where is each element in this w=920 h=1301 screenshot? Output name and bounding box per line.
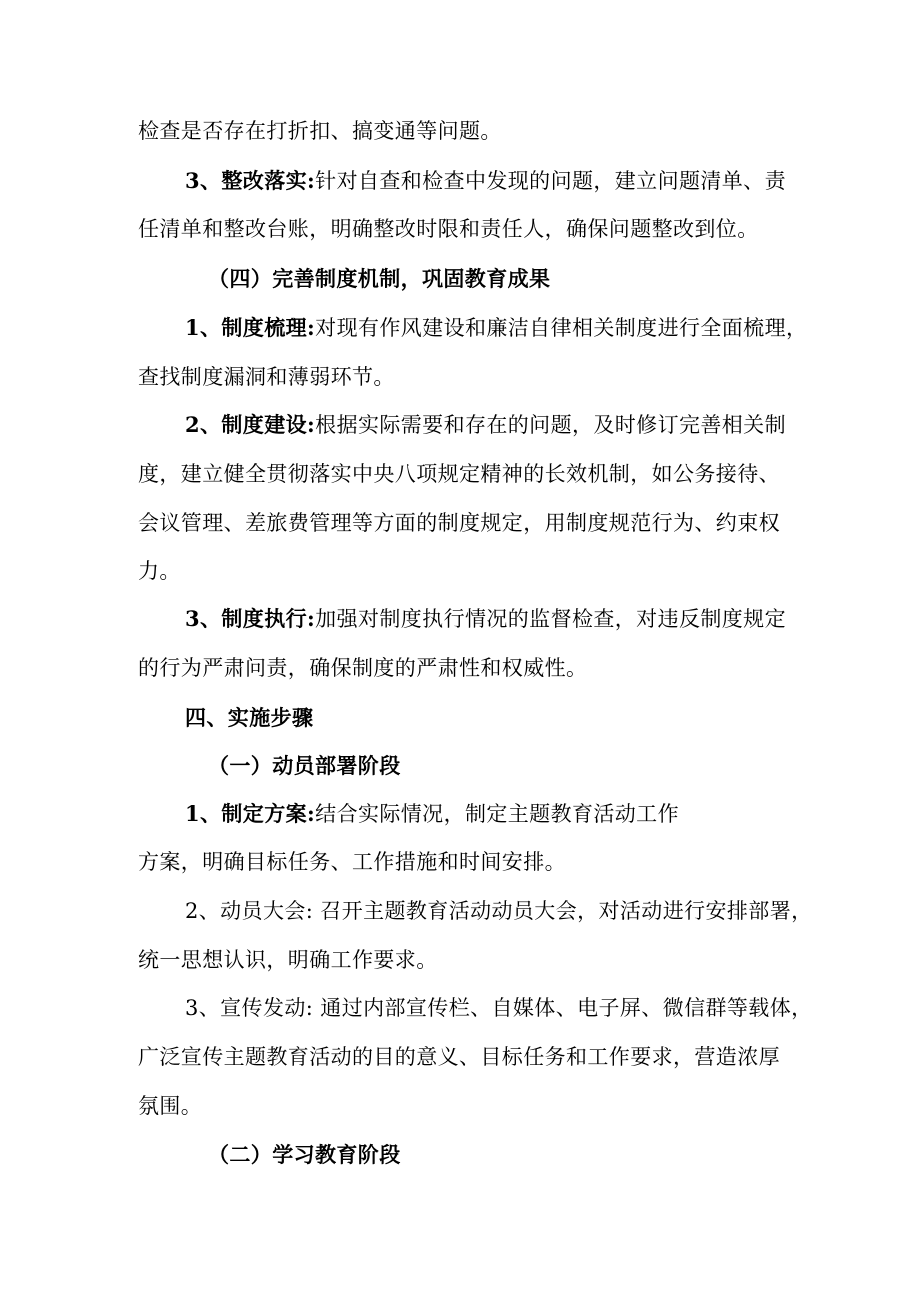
paragraph-line: 力。 bbox=[138, 559, 181, 583]
section-heading: （一）动员部署阶段 bbox=[208, 753, 401, 778]
paragraph-line: 1、制定方案:结合实际情况，制定主题教育活动工作 bbox=[185, 801, 679, 826]
paragraph-line: 2、制度建设:根据实际需要和存在的问题，及时修订完善相关制 bbox=[185, 412, 786, 437]
section-heading: （四）完善制度机制，巩固教育成果 bbox=[208, 266, 551, 291]
paragraph-line: 3、制度执行:加强对制度执行情况的监督检查，对违反制度规定 bbox=[185, 606, 786, 631]
section-heading: （二）学习教育阶段 bbox=[208, 1142, 401, 1167]
paragraph-line: 3、整改落实:针对自查和检查中发现的问题，建立问题清单、责 bbox=[185, 168, 786, 193]
paragraph-line: 的行为严肃问责，确保制度的严肃性和权威性。 bbox=[138, 656, 588, 680]
paragraph-line: 广泛宣传主题教育活动的目的意义、目标任务和工作要求，营造浓厚 bbox=[138, 1045, 780, 1069]
item-label: 1、制度梳理: bbox=[185, 315, 316, 340]
item-label: 3、整改落实: bbox=[185, 168, 316, 193]
item-label: 1、制定方案: bbox=[185, 801, 316, 826]
paragraph-line: 方案，明确目标任务、工作措施和时间安排。 bbox=[138, 850, 566, 874]
paragraph-line: 会议管理、差旅费管理等方面的制度规定，用制度规范行为、约束权 bbox=[138, 511, 780, 535]
paragraph-line: 统一思想认识，明确工作要求。 bbox=[138, 948, 438, 972]
paragraph-line: 检查是否存在打折扣、搞变通等问题。 bbox=[138, 119, 502, 143]
item-label: 3、制度执行: bbox=[185, 606, 316, 631]
item-label: 2、制度建设: bbox=[185, 412, 316, 437]
paragraph-line: 度，建立健全贯彻落实中央八项规定精神的长效机制，如公务接待、 bbox=[138, 462, 780, 486]
paragraph-line: 氛围。 bbox=[138, 1094, 203, 1118]
paragraph-line: 2、动员大会: 召开主题教育活动动员大会，对活动进行安排部署， bbox=[185, 899, 813, 923]
paragraph-line: 任清单和整改台账，明确整改时限和责任人，确保问题整改到位。 bbox=[138, 217, 759, 241]
paragraph-line: 3、宣传发动: 通过内部宣传栏、自媒体、电子屏、微信群等载体， bbox=[185, 996, 813, 1020]
paragraph-line: 查找制度漏洞和薄弱环节。 bbox=[138, 365, 395, 389]
paragraph-line: 1、制度梳理:对现有作风建设和廉洁自律相关制度进行全面梳理， bbox=[185, 315, 808, 340]
chapter-heading: 四、实施步骤 bbox=[185, 705, 314, 730]
